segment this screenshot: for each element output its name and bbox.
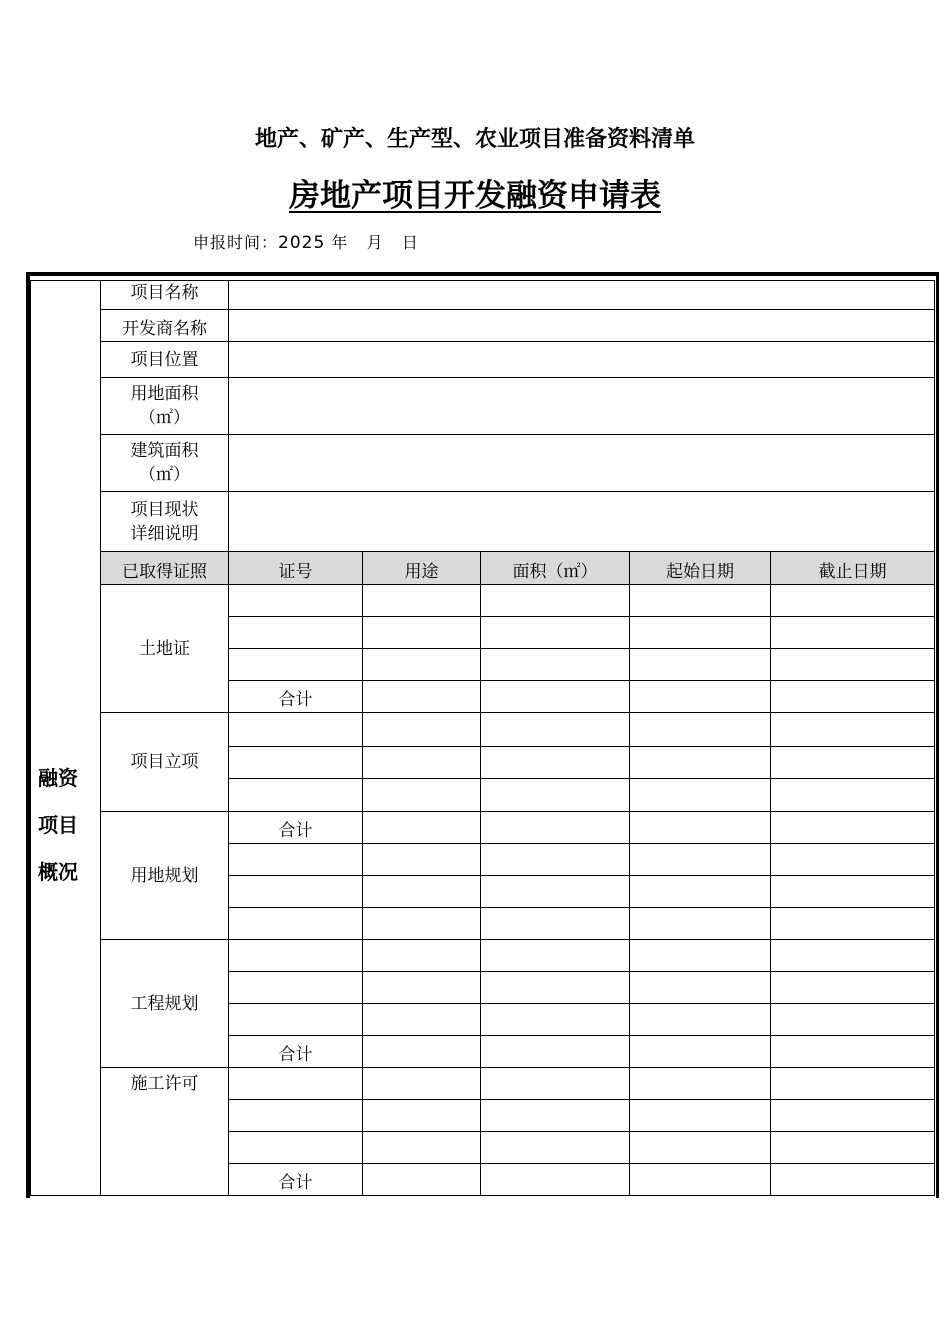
cell-input[interactable] — [481, 1004, 630, 1036]
project-name-field[interactable] — [229, 281, 935, 310]
group-label-construction-permit: 施工许可 — [101, 1068, 229, 1196]
cell-input[interactable] — [229, 649, 363, 681]
cell-input[interactable] — [363, 713, 481, 747]
cell-input[interactable] — [363, 1100, 481, 1132]
cell-input[interactable] — [229, 1132, 363, 1164]
cell-input[interactable] — [630, 940, 771, 972]
cell-input[interactable] — [363, 649, 481, 681]
cell-input[interactable] — [481, 972, 630, 1004]
side-label — [31, 281, 101, 1196]
cell-input[interactable] — [481, 1036, 630, 1068]
cell-input[interactable] — [771, 713, 935, 747]
cell-input[interactable] — [630, 617, 771, 649]
cell-input[interactable] — [771, 1132, 935, 1164]
project-location-label: 项目位置 — [101, 342, 229, 378]
cell-input[interactable] — [630, 844, 771, 876]
table-row — [31, 713, 935, 747]
cell-input[interactable] — [771, 1100, 935, 1132]
header-area: 面积（㎡） — [481, 552, 630, 585]
cell-input[interactable] — [630, 1068, 771, 1100]
table-row — [31, 812, 935, 844]
building-area-field[interactable] — [229, 435, 935, 492]
cell-input[interactable] — [229, 940, 363, 972]
side-label-line: 项目 — [38, 813, 78, 837]
cell-input[interactable] — [229, 585, 363, 617]
cell-input[interactable] — [481, 812, 630, 844]
cell-input[interactable] — [630, 908, 771, 940]
cell-input[interactable] — [630, 747, 771, 779]
building-area-label: 建筑面积 （㎡） — [101, 435, 229, 492]
document-supertitle: 地产、矿产、生产型、农业项目准备资料清单 — [254, 127, 695, 152]
cell-input[interactable] — [771, 908, 935, 940]
cell-input[interactable] — [363, 1068, 481, 1100]
subtotal-label: 合计 — [229, 681, 363, 713]
cell-input[interactable] — [481, 908, 630, 940]
subtotal-label: 合计 — [229, 1036, 363, 1068]
cell-input[interactable] — [481, 713, 630, 747]
application-form-table — [30, 280, 935, 1196]
cell-input[interactable] — [771, 972, 935, 1004]
date-rest: 年 月 日 — [325, 233, 419, 252]
cell-input[interactable] — [771, 1164, 935, 1196]
cell-input[interactable] — [229, 1004, 363, 1036]
cell-input[interactable] — [481, 940, 630, 972]
cell-input[interactable] — [363, 1132, 481, 1164]
document-title: 房地产项目开发融资申请表 — [289, 178, 661, 214]
cell-input[interactable] — [630, 681, 771, 713]
table-row — [31, 1068, 935, 1100]
cell-input[interactable] — [771, 747, 935, 779]
header-cert-no: 证号 — [229, 552, 363, 585]
header-start-date: 起始日期 — [630, 552, 771, 585]
cell-input[interactable] — [481, 1068, 630, 1100]
cell-input[interactable] — [630, 1164, 771, 1196]
cell-input[interactable] — [229, 747, 363, 779]
report-date — [193, 230, 419, 253]
group-label-project-approval: 项目立项 — [101, 713, 229, 812]
cell-input[interactable] — [630, 876, 771, 908]
date-label: 申报时间： — [193, 233, 279, 252]
cell-input[interactable] — [363, 844, 481, 876]
cell-input[interactable] — [363, 1164, 481, 1196]
cell-input[interactable] — [363, 812, 481, 844]
cell-input[interactable] — [630, 972, 771, 1004]
cell-input[interactable] — [771, 585, 935, 617]
cell-input[interactable] — [771, 812, 935, 844]
table-row — [31, 940, 935, 972]
cell-input[interactable] — [630, 713, 771, 747]
cell-input[interactable] — [229, 1100, 363, 1132]
cell-input[interactable] — [771, 649, 935, 681]
cell-input[interactable] — [630, 812, 771, 844]
cell-input[interactable] — [229, 876, 363, 908]
table-row — [31, 585, 935, 617]
cell-input[interactable] — [630, 649, 771, 681]
cell-input[interactable] — [771, 617, 935, 649]
header-usage: 用途 — [363, 552, 481, 585]
cell-input[interactable] — [363, 1036, 481, 1068]
land-area-label: 用地面积 （㎡） — [101, 378, 229, 435]
cell-input[interactable] — [481, 1164, 630, 1196]
land-area-field[interactable] — [229, 378, 935, 435]
cell-input[interactable] — [481, 649, 630, 681]
cell-input[interactable] — [481, 876, 630, 908]
project-location-field[interactable] — [229, 342, 935, 378]
cell-input[interactable] — [630, 585, 771, 617]
cell-input[interactable] — [363, 779, 481, 812]
side-label-line: 概况 — [38, 860, 78, 884]
cell-input[interactable] — [363, 747, 481, 779]
cell-input[interactable] — [229, 908, 363, 940]
cell-input[interactable] — [229, 713, 363, 747]
cell-input[interactable] — [771, 844, 935, 876]
cell-input[interactable] — [771, 1004, 935, 1036]
cell-input[interactable] — [363, 940, 481, 972]
subtotal-label: 合计 — [229, 1164, 363, 1196]
cell-input[interactable] — [363, 681, 481, 713]
cell-input[interactable] — [771, 681, 935, 713]
cell-input[interactable] — [481, 585, 630, 617]
cell-input[interactable] — [363, 876, 481, 908]
developer-name-field[interactable] — [229, 310, 935, 342]
cell-input[interactable] — [481, 779, 630, 812]
cell-input[interactable] — [363, 617, 481, 649]
cell-input[interactable] — [771, 1068, 935, 1100]
cell-input[interactable] — [481, 617, 630, 649]
cell-input[interactable] — [771, 779, 935, 812]
cell-input[interactable] — [481, 1132, 630, 1164]
cell-input[interactable] — [630, 779, 771, 812]
cell-input[interactable] — [229, 1068, 363, 1100]
cell-input[interactable] — [363, 972, 481, 1004]
header-end-date: 截止日期 — [771, 552, 935, 585]
cell-input[interactable] — [771, 940, 935, 972]
cell-input[interactable] — [229, 972, 363, 1004]
cell-input[interactable] — [771, 1036, 935, 1068]
cell-input[interactable] — [229, 779, 363, 812]
group-label-land-planning: 用地规划 — [101, 812, 229, 940]
cell-input[interactable] — [630, 1100, 771, 1132]
group-label-land-cert: 土地证 — [101, 585, 229, 713]
cell-input[interactable] — [363, 585, 481, 617]
project-status-label: 项目现状 详细说明 — [101, 492, 229, 552]
project-name-label: 项目名称 — [101, 281, 229, 310]
group-label-engineering-planning: 工程规划 — [101, 940, 229, 1068]
project-status-field[interactable] — [229, 492, 935, 552]
cell-input[interactable] — [229, 844, 363, 876]
cell-input[interactable] — [481, 747, 630, 779]
side-label-line: 融资 — [38, 766, 78, 790]
cell-input[interactable] — [481, 1100, 630, 1132]
subtotal-label: 合计 — [229, 812, 363, 844]
developer-name-label: 开发商名称 — [101, 310, 229, 342]
cell-input[interactable] — [771, 876, 935, 908]
cell-input[interactable] — [363, 908, 481, 940]
header-license: 已取得证照 — [101, 552, 229, 585]
cell-input[interactable] — [229, 617, 363, 649]
cell-input[interactable] — [630, 1036, 771, 1068]
cell-input[interactable] — [630, 1132, 771, 1164]
cell-input[interactable] — [481, 681, 630, 713]
cell-input[interactable] — [481, 844, 630, 876]
cell-input[interactable] — [630, 1004, 771, 1036]
date-year: 2025 — [278, 233, 326, 253]
cell-input[interactable] — [363, 1004, 481, 1036]
